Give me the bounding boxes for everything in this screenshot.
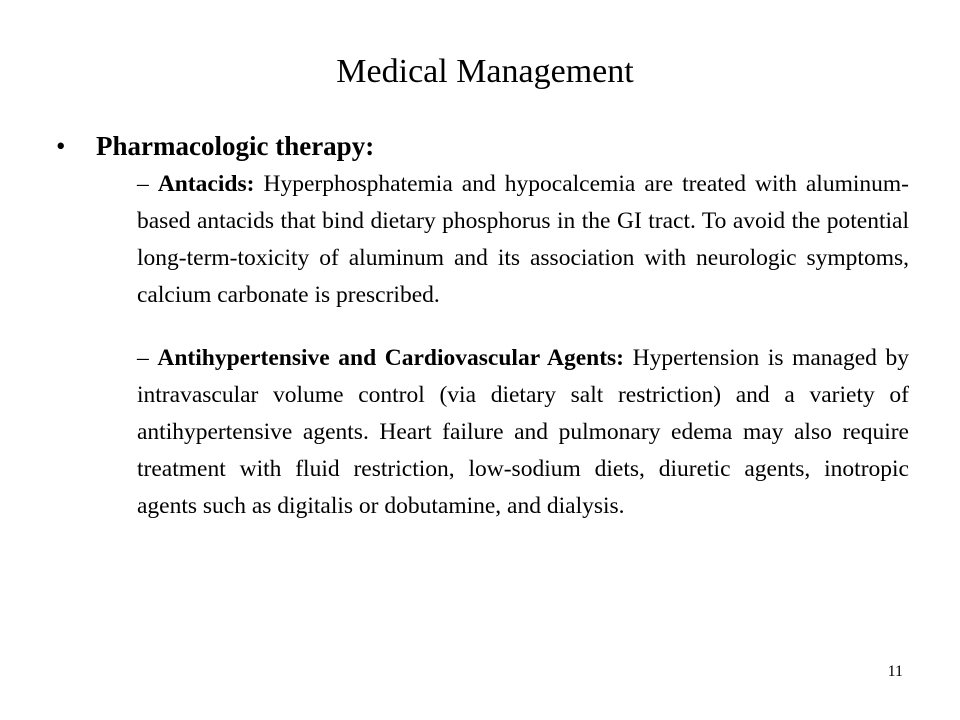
sub-item-text: Hypertension is managed by intravascular volume control (via dietary salt restriction) and a variety of antihypertensive agents. Heart failure and pulmonary edema may also require treatment with fluid restriction, low-sodium diets, diuretic agents, inotropic agents such as digitalis or dobutamine, and dialysis. [137,345,910,519]
bullet-icon: • [56,131,66,161]
bullet-heading: Pharmacologic therapy: [96,131,375,161]
page-number: 11 [887,663,903,680]
dash-marker: – [137,171,158,197]
dash-marker: – [137,345,158,371]
slide-title: Medical Management [336,53,634,90]
sub-item-text: Hyperphosphatemia and hypocalcemia are treated with aluminum-based antacids that bind dietary phosphorus in the GI tract. To avoid the potential long-term-toxicity of aluminum and its association with neurologic symptoms, calcium carbonate is prescribed. [137,171,910,308]
bullet-pharmacologic-therapy [56,128,916,168]
sub-item-lead: Antacids: [157,171,255,197]
sub-item-lead: Antihypertensive and Cardiovascular Agents: [157,345,625,371]
sub-item-antacids [137,166,909,314]
sub-item-antihypertensive [137,340,909,525]
